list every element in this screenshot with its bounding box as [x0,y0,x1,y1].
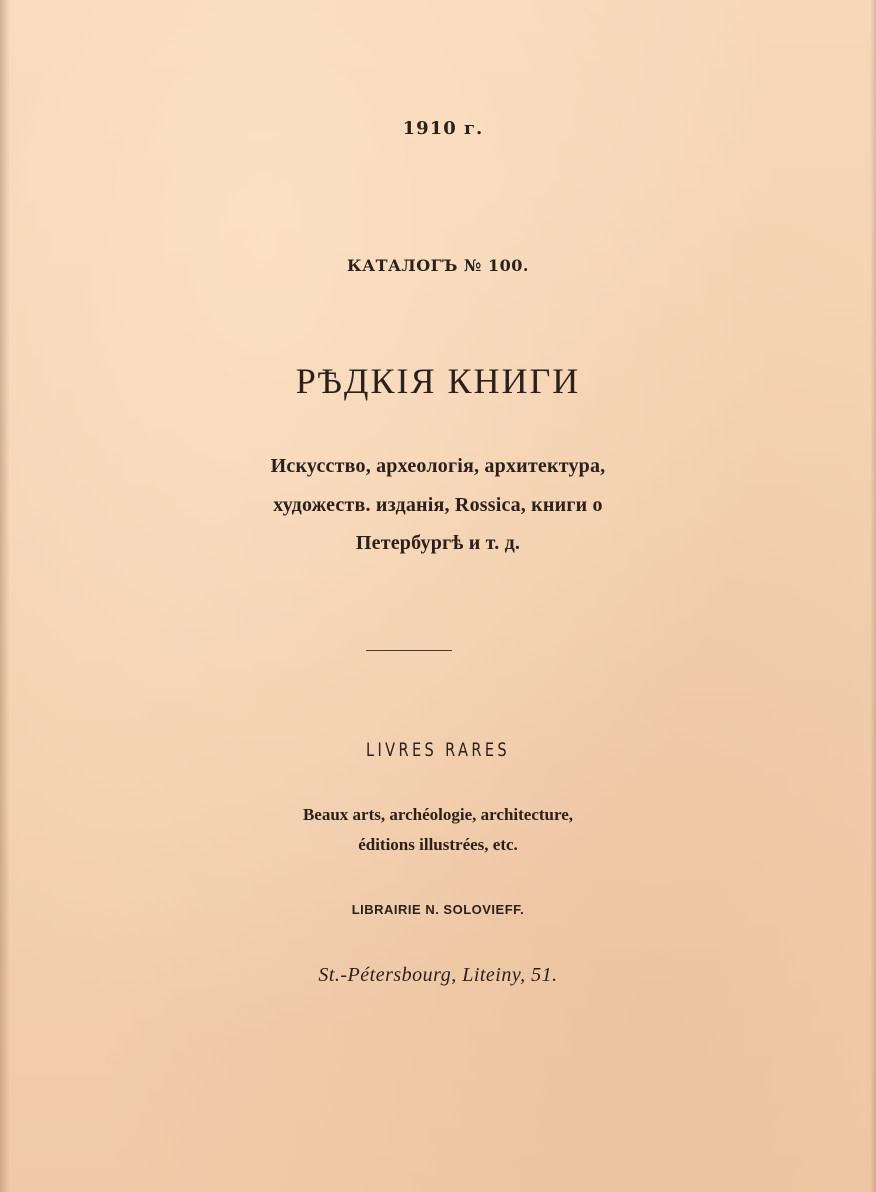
title-french: LIVRES RARES [365,739,511,761]
subtitle-russian-line-2: художеств. изданія, Rossica, книги о [273,494,603,516]
publisher-address: St.-Pétersbourg, Liteiny, 51. [318,964,558,986]
subtitle-russian-line-3: Петербургѣ и т. д. [355,532,521,554]
catalog-number: КАТАЛОГЪ № 100. [347,256,529,275]
subtitle-russian-line-1: Искусство, археологія, архитектура, [270,455,606,477]
divider-rule [366,650,452,651]
year: 1910 г. [402,118,484,139]
subtitle-french-line-1: Beaux arts, archéologie, architecture, [302,805,574,824]
title-russian: РѢДКІЯ КНИГИ [295,361,581,401]
publisher-name: LIBRAIRIE N. SOLOVIEFF. [351,902,525,917]
subtitle-french-line-2: éditions illustrées, etc. [358,835,518,854]
